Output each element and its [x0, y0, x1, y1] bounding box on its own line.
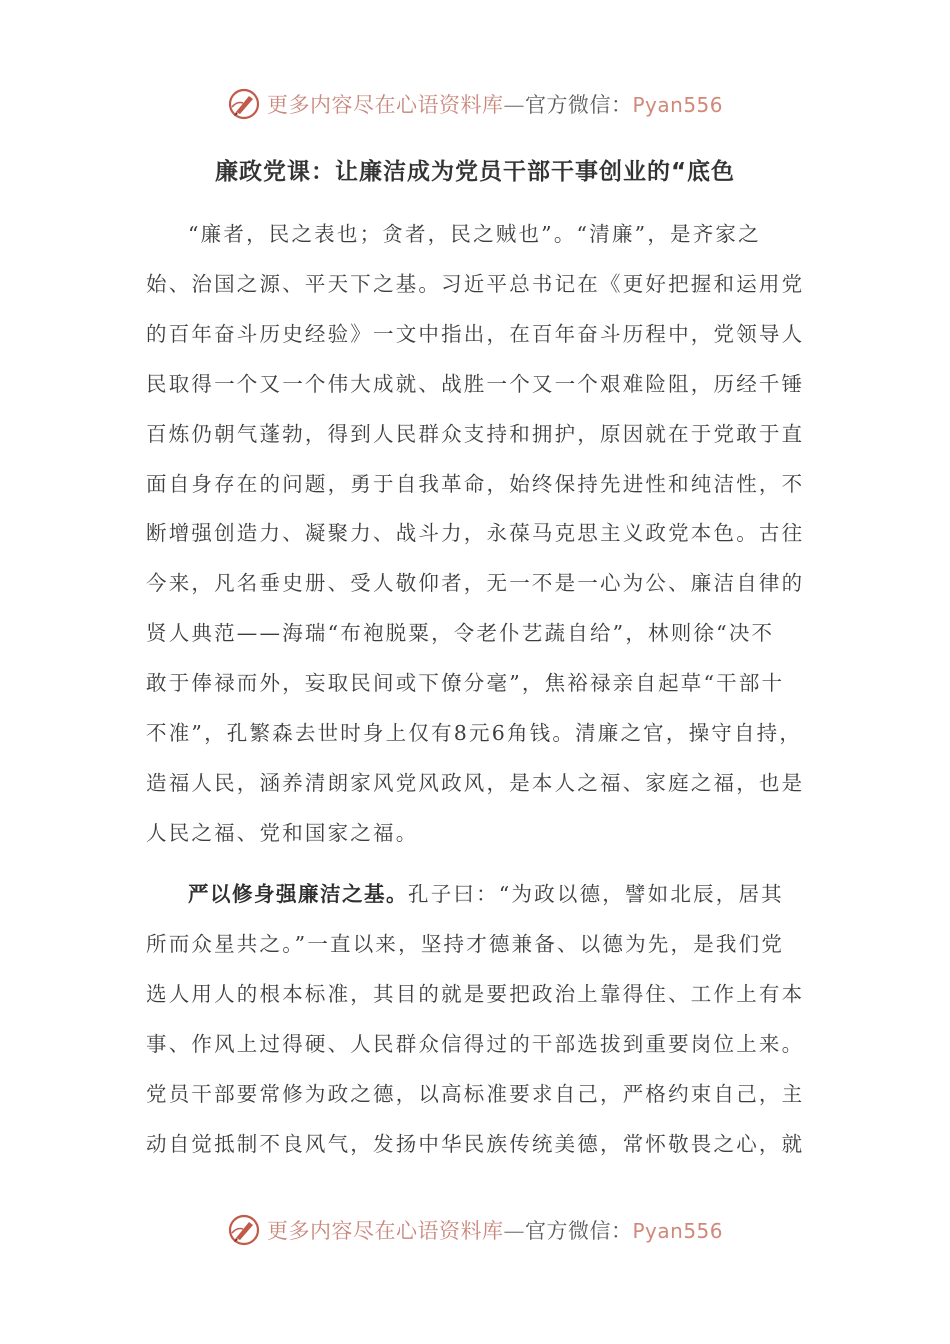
- text-line: 民取得一个又一个伟大成就、战胜一个又一个艰难险阻，历经千锤: [146, 371, 805, 396]
- text-run: 孔子曰：“为政以德，譬如北辰，居其: [408, 882, 784, 906]
- paragraph-1: [146, 210, 806, 859]
- watermark-text: [267, 89, 723, 119]
- text-line: 人民之福、党和国家之福。: [146, 820, 419, 845]
- text-line: 所而众星共之。”一直以来，坚持才德兼备、以德为先，是我们党: [146, 931, 785, 956]
- paragraph-2: [146, 870, 806, 1169]
- text-line: 贤人典范——海瑞“布袍脱粟，令老仆艺蔬自给”，林则徐“决不: [146, 621, 775, 646]
- pen-logo-icon: [227, 87, 261, 121]
- text-line: 今来，凡名垂史册、受人敬仰者，无一不是一心为公、廉洁自律的: [146, 571, 805, 596]
- document-title: 廉政党课：让廉洁成为党员干部干事创业的“底色: [214, 159, 736, 185]
- watermark-dash: —: [503, 93, 525, 117]
- section-lead-heading: 严以修身强廉洁之基。: [188, 882, 408, 906]
- text-line: 始、治国之源、平天下之基。习近平总书记在《更好把握和运用党: [146, 271, 805, 296]
- watermark-main: 更多内容尽在心语资料库: [266, 93, 504, 117]
- watermark-dash: —: [503, 1219, 525, 1243]
- watermark-wechat-id: Pyan556: [632, 93, 723, 117]
- text-line: 的百年奋斗历史经验》一文中指出，在百年奋斗历程中，党领导人: [146, 321, 805, 346]
- text-line: 面自身存在的问题，勇于自我革命，始终保持先进性和纯洁性，不: [146, 471, 805, 496]
- watermark-text: [267, 1215, 723, 1245]
- pen-logo-icon: [227, 1213, 261, 1247]
- text-line: 造福人民，涵养清朗家风党风政风，是本人之福、家庭之福，也是: [146, 770, 805, 795]
- text-line: [146, 870, 806, 920]
- watermark-wechat-id: Pyan556: [632, 1219, 723, 1243]
- text-line: 敢于俸禄而外，妄取民间或下僚分毫”，焦裕禄亲自起草“干部十: [146, 671, 785, 696]
- text-line: 动自觉抵制不良风气，发扬中华民族传统美德，常怀敬畏之心，就: [146, 1131, 805, 1156]
- watermark-official: 官方微信：: [524, 1219, 633, 1243]
- text-line: 百炼仍朝气蓬勃，得到人民群众支持和拥护，原因就在于党敢于直: [146, 421, 805, 446]
- watermark-main: 更多内容尽在心语资料库: [266, 1219, 504, 1243]
- watermark-header: [0, 84, 950, 124]
- text-line: 选人用人的根本标准，其目的就是要把政治上靠得住、工作上有本: [146, 981, 805, 1006]
- text-line: 事、作风上过得硬、人民群众信得过的干部选拔到重要岗位上来。: [146, 1031, 805, 1056]
- watermark-official: 官方微信：: [524, 93, 633, 117]
- text-line: 党员干部要常修为政之德，以高标准要求自己，严格约束自己，主: [146, 1081, 805, 1106]
- watermark-footer: [0, 1210, 950, 1250]
- text-line: 不准”，孔繁森去世时身上仅有8元6角钱。清廉之官，操守自持，: [146, 721, 803, 746]
- text-line: “廉者，民之表也；贪者，民之贼也”。“清廉”，是齐家之: [188, 222, 761, 246]
- text-line: 断增强创造力、凝聚力、战斗力，永葆马克思主义政党本色。古往: [146, 521, 805, 546]
